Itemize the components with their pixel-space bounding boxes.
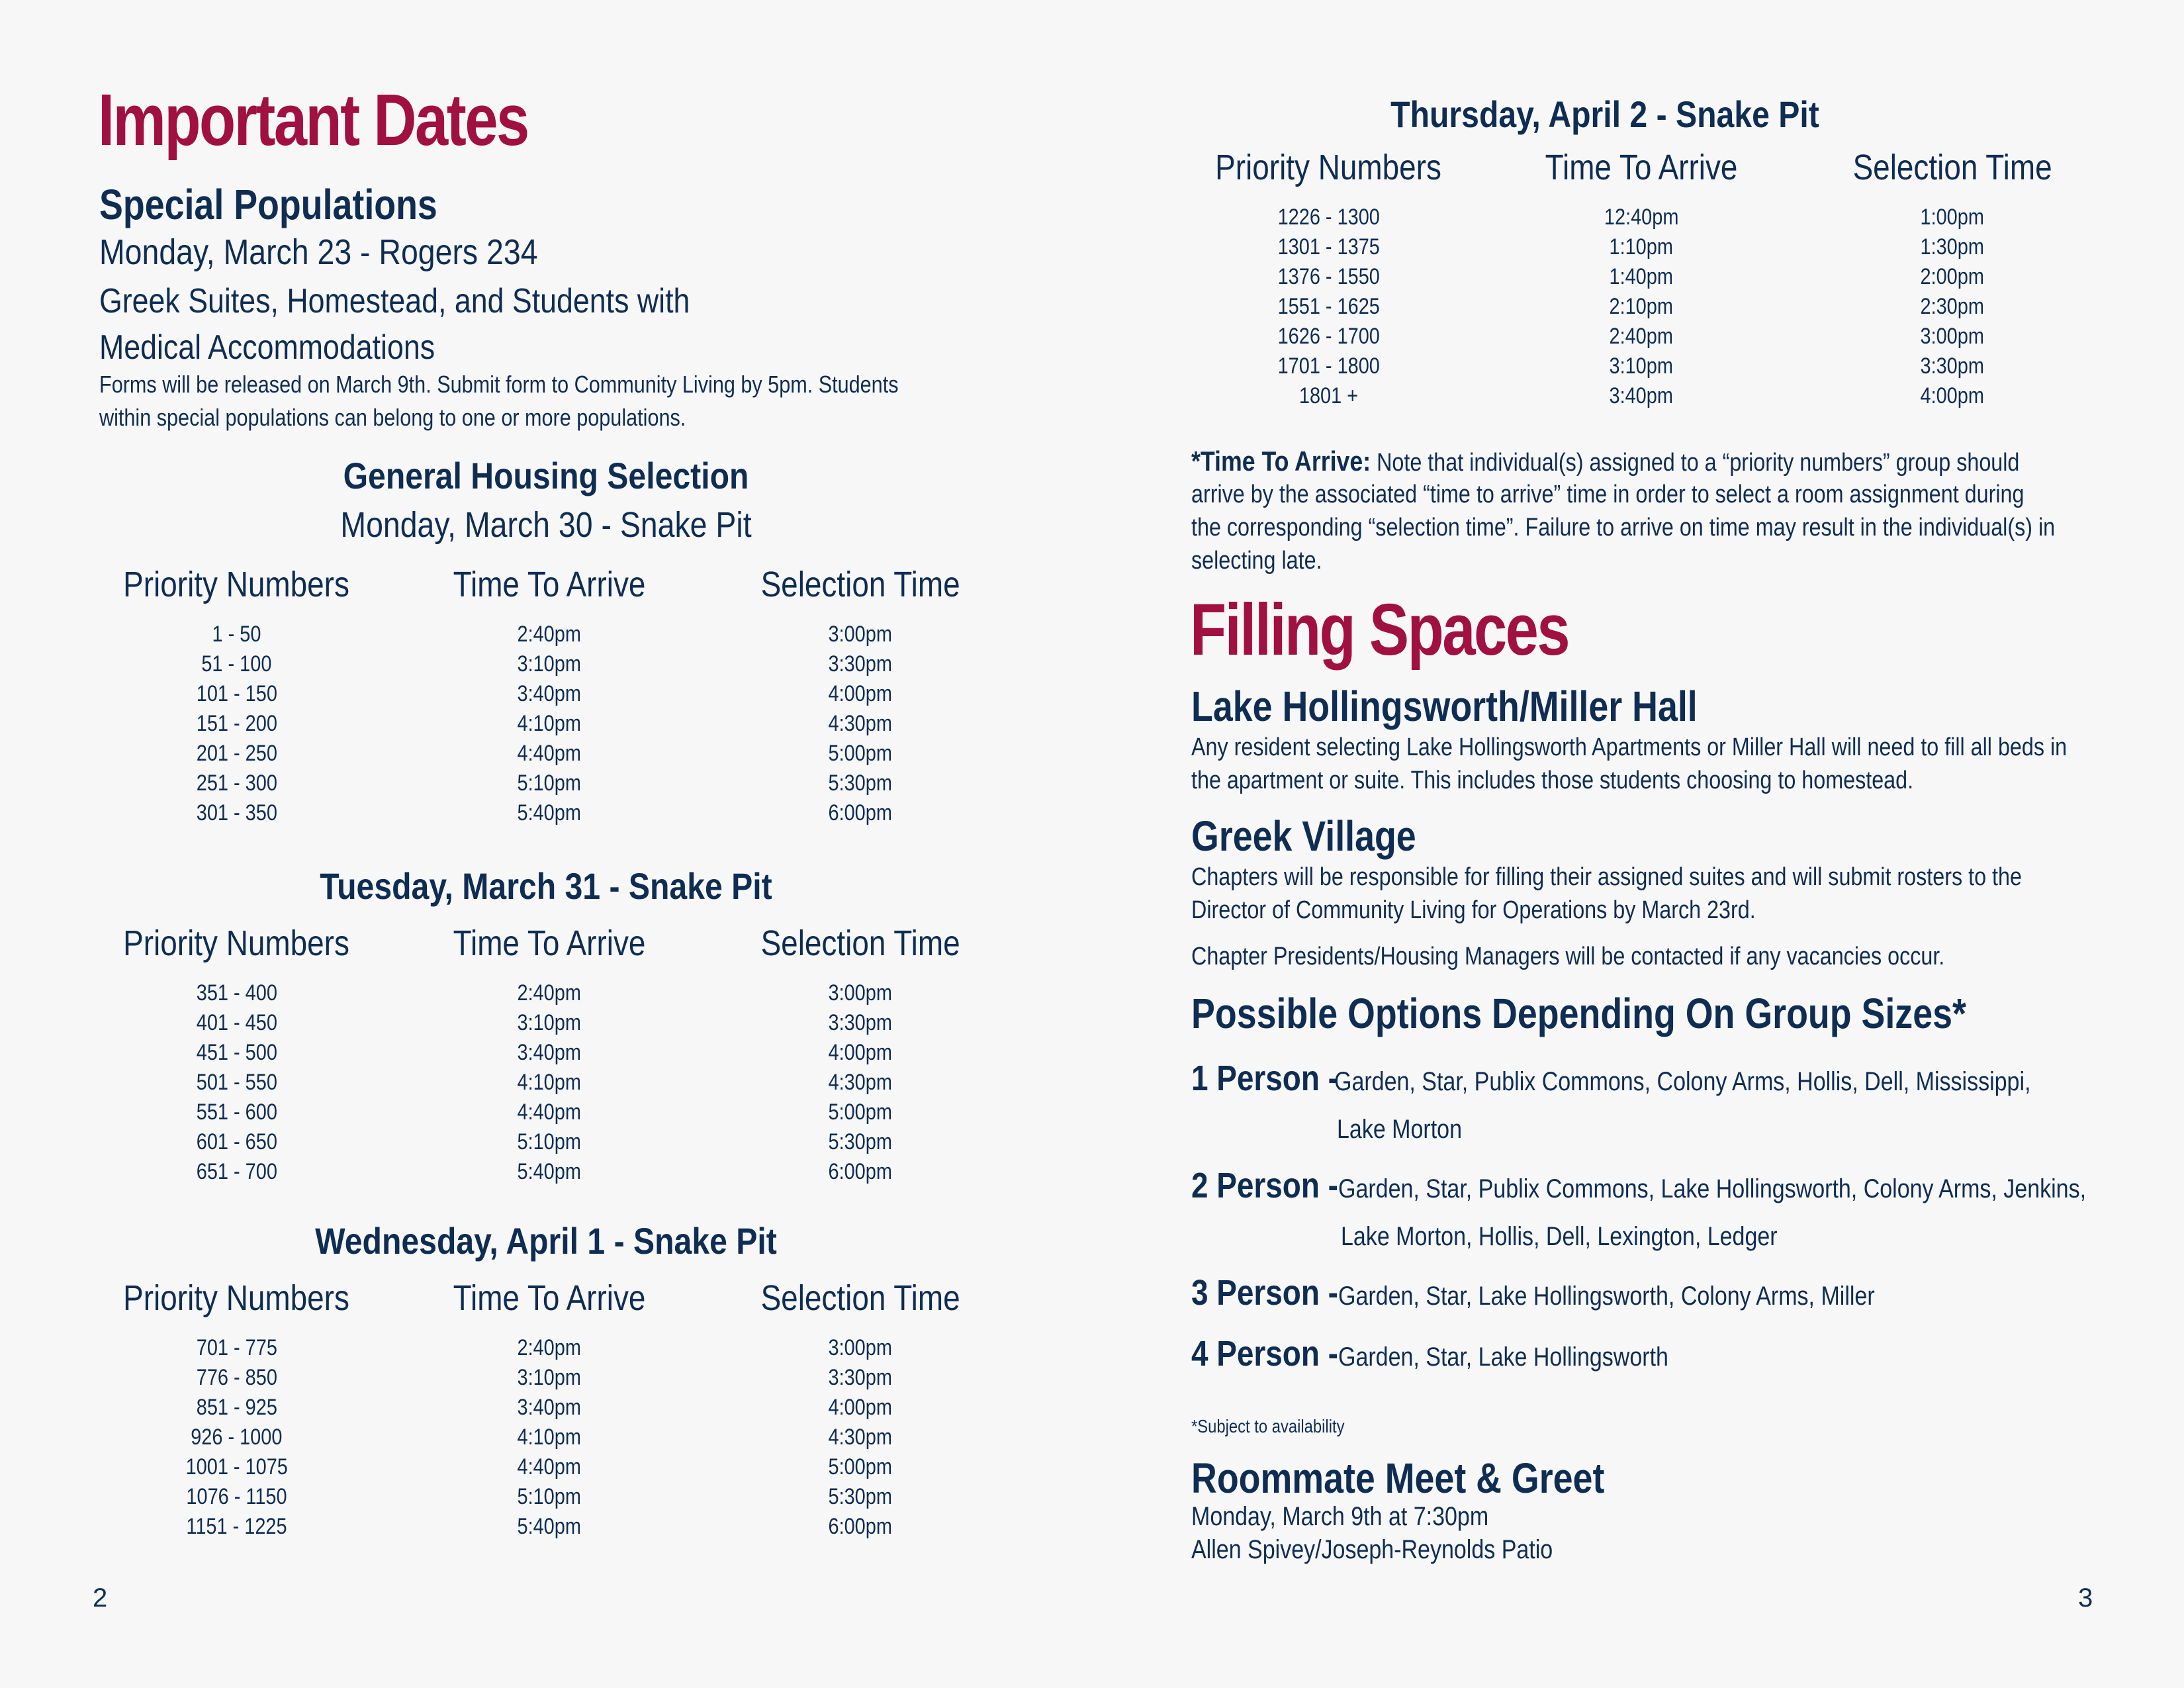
arrive-time-cell: [394, 769, 705, 798]
selection-time-cell-text: 3:30pm: [828, 651, 893, 677]
priority-range-cell-text: 701 - 775: [196, 1335, 277, 1360]
table-row: [79, 978, 1016, 1008]
time-to-arrive-note-line1: Note that individual(s) assigned to a “priority numbers” group should: [1371, 449, 2020, 477]
arrive-time-cell-text: 3:10pm: [517, 651, 582, 677]
arrive-time-cell: [1486, 232, 1797, 262]
priority-range-cell-text: 926 - 1000: [191, 1425, 283, 1450]
selection-time-cell: [705, 1127, 1016, 1157]
important-dates-title: Important Dates: [98, 79, 528, 161]
selection-time-cell-text: 2:00pm: [1920, 264, 1985, 289]
time-to-arrive-header: Time To Arrive: [1545, 148, 1738, 187]
priority-range-cell-text: 251 - 300: [196, 771, 277, 796]
arrive-time-cell-text: 4:40pm: [517, 1100, 582, 1125]
arrive-time-cell-text: 5:40pm: [517, 800, 582, 825]
table-row: [79, 1008, 1016, 1038]
selection-time-cell-text: 3:30pm: [1920, 353, 1985, 379]
table-row: [79, 769, 1016, 798]
special-populations-date: Monday, March 23 - Rogers 234: [99, 232, 538, 272]
three-person-text: Garden, Star, Lake Hollingsworth, Colony Arms, Miller: [1338, 1282, 1875, 1311]
selection-time-cell: [1797, 203, 2108, 232]
selection-time-cell: [1797, 381, 2108, 411]
priority-range-cell: [79, 620, 394, 649]
priority-numbers-header: Priority Numbers: [123, 565, 350, 604]
arrive-time-cell: [394, 978, 705, 1008]
two-person-text2-row: [1341, 1222, 1854, 1252]
table-rows: [79, 1333, 1016, 1542]
three-person-text-row: [1338, 1282, 1970, 1311]
selection-time-cell-text: 1:30pm: [1920, 234, 1985, 259]
availability-footnote: *Subject to availability: [1191, 1416, 1345, 1436]
lake-hollingsworth-title: Lake Hollingsworth/Miller Hall: [1191, 682, 1698, 730]
selection-time-cell: [1797, 352, 2108, 381]
selection-time-cell-text: 5:30pm: [828, 771, 893, 796]
arrive-time-cell-text: 5:40pm: [517, 1514, 582, 1539]
priority-range-cell: [79, 1038, 394, 1068]
arrive-time-cell-text: 2:10pm: [1609, 294, 1674, 319]
selection-time-cell: [705, 679, 1016, 709]
priority-range-cell-text: 51 - 100: [201, 651, 272, 677]
greek-line2: Director of Community Living for Operations by March 23rd.: [1191, 896, 1756, 924]
selection-time-cell: [705, 1363, 1016, 1393]
selection-time-cell: [705, 649, 1016, 679]
priority-range-cell-text: 1226 - 1300: [1277, 205, 1380, 230]
time-to-arrive-note-line4: selecting late.: [1191, 547, 1322, 575]
table-header: [79, 1278, 1016, 1324]
arrive-time-cell: [394, 679, 705, 709]
table-row: [79, 1157, 1016, 1187]
table-header: [79, 923, 1016, 969]
selection-time-cell: [705, 739, 1016, 769]
roommate-line1: Monday, March 9th at 7:30pm: [1191, 1502, 1489, 1531]
table-row: [79, 1038, 1016, 1068]
arrive-time-cell-text: 2:40pm: [1609, 324, 1674, 349]
arrive-time-cell: [394, 1098, 705, 1127]
selection-time-cell: [705, 1512, 1016, 1542]
table-row: [79, 1333, 1016, 1363]
arrive-time-cell: [394, 649, 705, 679]
priority-range-cell-text: 1701 - 1800: [1277, 353, 1380, 379]
lake-line2: the apartment or suite. This includes those students choosing to homestead.: [1191, 767, 1914, 794]
four-person-text: Garden, Star, Lake Hollingsworth: [1338, 1342, 1668, 1372]
priority-range-cell: [1171, 232, 1486, 262]
right-page: [1092, 0, 2184, 1688]
arrive-time-cell-text: 3:40pm: [517, 681, 582, 706]
selection-time-cell: [705, 1008, 1016, 1038]
selection-time-cell-text: 3:00pm: [828, 980, 893, 1006]
roommate-title: Roommate Meet & Greet: [1191, 1454, 1605, 1502]
arrive-time-cell-text: 2:40pm: [517, 1335, 582, 1360]
priority-range-cell: [1171, 322, 1486, 352]
table-row: [79, 679, 1016, 709]
arrive-time-cell: [1486, 322, 1797, 352]
arrive-time-cell-text: 5:40pm: [517, 1159, 582, 1184]
arrive-time-cell-text: 1:40pm: [1609, 264, 1674, 289]
priority-range-cell-text: 351 - 400: [196, 980, 277, 1006]
arrive-time-cell: [1486, 262, 1797, 292]
selection-time-cell-text: 4:00pm: [828, 1395, 893, 1420]
one-person-text2-row: [1337, 1115, 1484, 1145]
selection-time-cell: [705, 1157, 1016, 1187]
arrive-time-cell-text: 3:40pm: [517, 1395, 582, 1420]
general-housing-title: General Housing Selection: [343, 455, 749, 496]
arrive-time-cell: [394, 1127, 705, 1157]
priority-range-cell-text: 1551 - 1625: [1277, 294, 1380, 319]
arrive-time-cell-text: 2:40pm: [517, 622, 582, 647]
priority-range-cell: [1171, 262, 1486, 292]
time-to-arrive-header: Time To Arrive: [453, 565, 646, 604]
arrive-time-cell-text: 3:40pm: [517, 1040, 582, 1065]
priority-range-cell-text: 401 - 450: [196, 1010, 277, 1035]
selection-time-cell-text: 1:00pm: [1920, 205, 1985, 230]
priority-range-cell: [79, 649, 394, 679]
arrive-time-cell: [394, 1482, 705, 1512]
priority-range-cell: [79, 798, 394, 828]
priority-range-cell-text: 1376 - 1550: [1277, 264, 1380, 289]
priority-range-cell-text: 1076 - 1150: [186, 1484, 287, 1509]
arrive-time-cell: [1486, 352, 1797, 381]
selection-time-header: Selection Time: [760, 923, 960, 963]
selection-time-cell-text: 5:00pm: [828, 1454, 893, 1479]
two-person-text1-row: [1338, 1174, 2184, 1204]
priority-range-cell: [79, 679, 394, 709]
selection-time-cell: [705, 1038, 1016, 1068]
arrive-time-cell: [1486, 381, 1797, 411]
priority-range-cell: [79, 1452, 394, 1482]
priority-range-cell: [79, 1008, 394, 1038]
three-person-label: 3 Person -: [1191, 1273, 1338, 1313]
arrive-time-cell-text: 3:10pm: [517, 1010, 582, 1035]
priority-range-cell-text: 151 - 200: [196, 711, 277, 736]
selection-time-header: Selection Time: [760, 565, 960, 604]
selection-time-cell: [705, 1098, 1016, 1127]
selection-time-cell-text: 2:30pm: [1920, 294, 1985, 319]
arrive-time-cell: [1486, 203, 1797, 232]
selection-time-cell-text: 3:00pm: [828, 1335, 893, 1360]
priority-range-cell-text: 851 - 925: [196, 1395, 277, 1420]
priority-range-cell: [79, 1393, 394, 1423]
table-row: [1171, 322, 2108, 352]
table-header: [79, 564, 1016, 610]
priority-range-cell-text: 651 - 700: [196, 1159, 277, 1184]
selection-time-cell: [705, 1068, 1016, 1098]
table-row: [79, 1098, 1016, 1127]
arrive-time-cell-text: 1:10pm: [1609, 234, 1674, 259]
table-row: [79, 798, 1016, 828]
time-to-arrive-header: Time To Arrive: [453, 1278, 646, 1318]
two-person-label: 2 Person -: [1191, 1166, 1338, 1205]
arrive-time-cell-text: 4:40pm: [517, 741, 582, 766]
selection-time-cell-text: 4:30pm: [828, 1070, 893, 1095]
selection-time-cell: [1797, 262, 2108, 292]
priority-range-cell: [1171, 381, 1486, 411]
selection-time-cell: [705, 1452, 1016, 1482]
selection-time-cell-text: 5:30pm: [828, 1484, 893, 1509]
selection-time-cell: [705, 1423, 1016, 1452]
time-to-arrive-note-label: *Time To Arrive:: [1191, 445, 1371, 477]
page-number: 3: [2078, 1583, 2093, 1613]
special-populations-note2: within special populations can belong to one or more populations.: [99, 404, 686, 431]
table-row: [1171, 262, 2108, 292]
table-row: [1171, 203, 2108, 232]
priority-range-cell-text: 601 - 650: [196, 1129, 277, 1154]
arrive-time-cell-text: 4:10pm: [517, 1070, 582, 1095]
four-person-label: 4 Person -: [1191, 1334, 1338, 1374]
selection-time-cell-text: 4:00pm: [1920, 383, 1985, 408]
selection-time-cell-text: 6:00pm: [828, 1514, 893, 1539]
selection-time-cell: [705, 1482, 1016, 1512]
priority-range-cell-text: 101 - 150: [196, 681, 277, 706]
arrive-time-cell-text: 12:40pm: [1604, 205, 1679, 230]
greek-village-title: Greek Village: [1191, 812, 1416, 860]
selection-time-cell-text: 3:30pm: [828, 1010, 893, 1035]
selection-time-cell-text: 3:30pm: [828, 1365, 893, 1390]
table-row: [79, 1452, 1016, 1482]
priority-range-cell: [1171, 352, 1486, 381]
priority-range-cell-text: 1 - 50: [212, 622, 261, 647]
arrive-time-cell-text: 3:40pm: [1609, 383, 1674, 408]
arrive-time-cell: [394, 1393, 705, 1423]
arrive-time-cell-text: 3:10pm: [1609, 353, 1674, 379]
priority-range-cell: [79, 1333, 394, 1363]
table-row: [1171, 352, 2108, 381]
monday-schedule-table: [79, 564, 1016, 828]
priority-range-cell: [79, 1482, 394, 1512]
selection-time-cell-text: 4:30pm: [828, 1425, 893, 1450]
table-row: [79, 1393, 1016, 1423]
arrive-time-cell-text: 2:40pm: [517, 980, 582, 1006]
time-to-arrive-note-line2: arrive by the associated “time to arrive” time in order to select a room assignment during: [1191, 481, 2025, 508]
table-header: [1171, 147, 2108, 193]
table-row: [79, 709, 1016, 739]
arrive-time-cell-text: 4:10pm: [517, 711, 582, 736]
priority-range-cell: [79, 1127, 394, 1157]
priority-range-cell: [79, 739, 394, 769]
priority-range-cell: [79, 1157, 394, 1187]
table-rows: [79, 620, 1016, 828]
table-row: [1171, 232, 2108, 262]
arrive-time-cell: [394, 739, 705, 769]
selection-time-cell: [705, 1333, 1016, 1363]
arrive-time-cell: [394, 620, 705, 649]
table-row: [79, 1482, 1016, 1512]
selection-time-cell-text: 4:00pm: [828, 1040, 893, 1065]
table-rows: [1171, 203, 2108, 411]
selection-time-cell-text: 4:00pm: [828, 681, 893, 706]
table-row: [79, 1068, 1016, 1098]
selection-time-cell: [705, 769, 1016, 798]
priority-range-cell-text: 776 - 850: [196, 1365, 277, 1390]
priority-range-cell-text: 301 - 350: [196, 800, 277, 825]
greek-line3: Chapter Presidents/Housing Managers will be contacted if any vacancies occur.: [1191, 943, 1945, 970]
selection-time-cell: [705, 1393, 1016, 1423]
selection-time-cell-text: 5:30pm: [828, 1129, 893, 1154]
arrive-time-cell-text: 5:10pm: [517, 1484, 582, 1509]
priority-numbers-header: Priority Numbers: [1215, 148, 1442, 187]
time-to-arrive-note: [1191, 445, 2019, 479]
selection-time-cell: [705, 978, 1016, 1008]
arrive-time-cell: [394, 1333, 705, 1363]
two-person-text1: Garden, Star, Publix Commons, Lake Hollingsworth, Colony Arms, Jenkins,: [1338, 1174, 2087, 1203]
arrive-time-cell-text: 3:10pm: [517, 1365, 582, 1390]
arrive-time-cell-text: 5:10pm: [517, 771, 582, 796]
priority-range-cell: [1171, 292, 1486, 322]
arrive-time-cell: [394, 1512, 705, 1542]
arrive-time-cell-text: 5:10pm: [517, 1129, 582, 1154]
special-populations-note1: Forms will be released on March 9th. Submit form to Community Living by 5pm. Students: [99, 371, 899, 398]
table-row: [79, 1363, 1016, 1393]
arrive-time-cell-text: 4:10pm: [517, 1425, 582, 1450]
roommate-line2: Allen Spivey/Joseph-Reynolds Patio: [1191, 1535, 1553, 1564]
selection-time-cell: [1797, 322, 2108, 352]
one-person-text1: Garden, Star, Publix Commons, Colony Arms, Hollis, Dell, Mississippi,: [1334, 1067, 2031, 1096]
table-row: [79, 1423, 1016, 1452]
table-row: [1171, 381, 2108, 411]
thursday-schedule-table: [1171, 147, 2108, 411]
selection-time-cell: [1797, 232, 2108, 262]
arrive-time-cell: [394, 1363, 705, 1393]
time-to-arrive-header: Time To Arrive: [453, 923, 646, 963]
priority-range-cell: [1171, 203, 1486, 232]
selection-time-cell-text: 4:30pm: [828, 711, 893, 736]
selection-time-cell-text: 5:00pm: [828, 1100, 893, 1125]
priority-range-cell: [79, 1363, 394, 1393]
selection-time-cell-text: 3:00pm: [1920, 324, 1985, 349]
table-row: [79, 649, 1016, 679]
greek-line1: Chapters will be responsible for filling their assigned suites and will submit rosters to the: [1191, 863, 2022, 891]
priority-range-cell-text: 1001 - 1075: [185, 1454, 288, 1479]
selection-time-cell-text: 5:00pm: [828, 741, 893, 766]
priority-range-cell: [79, 978, 394, 1008]
one-person-label: 1 Person -: [1191, 1058, 1338, 1098]
arrive-time-cell: [1486, 292, 1797, 322]
priority-range-cell: [79, 1098, 394, 1127]
table-row: [79, 1127, 1016, 1157]
priority-range-cell-text: 1626 - 1700: [1277, 324, 1380, 349]
selection-time-cell: [705, 620, 1016, 649]
selection-time-cell-text: 6:00pm: [828, 800, 893, 825]
one-person-text2: Lake Morton: [1337, 1115, 1462, 1144]
options-title: Possible Options Depending On Group Sizes*: [1191, 990, 1966, 1037]
priority-range-cell-text: 551 - 600: [196, 1100, 277, 1125]
monday-date: Monday, March 30 - Snake Pit: [340, 505, 752, 545]
special-populations-title: Special Populations: [99, 181, 437, 228]
special-populations-line1: Greek Suites, Homestead, and Students with: [99, 282, 690, 320]
selection-time-cell-text: 6:00pm: [828, 1159, 893, 1184]
page-number: 2: [93, 1583, 108, 1613]
selection-time-cell: [705, 709, 1016, 739]
table-row: [79, 739, 1016, 769]
selection-time-header: Selection Time: [760, 1278, 960, 1318]
priority-range-cell: [79, 1068, 394, 1098]
time-to-arrive-note-line3: the corresponding “selection time”. Failure to arrive on time may result in the individual(s) in: [1191, 514, 2056, 541]
special-populations-line2: Medical Accommodations: [99, 328, 435, 367]
filling-spaces-title: Filling Spaces: [1190, 589, 1569, 671]
selection-time-cell: [705, 798, 1016, 828]
arrive-time-cell: [394, 1068, 705, 1098]
priority-range-cell-text: 1301 - 1375: [1277, 234, 1380, 259]
table-row: [79, 1512, 1016, 1542]
priority-numbers-header: Priority Numbers: [123, 1278, 350, 1318]
priority-range-cell-text: 201 - 250: [196, 741, 277, 766]
priority-range-cell: [79, 1512, 394, 1542]
tuesday-schedule-table: [79, 923, 1016, 1187]
table-row: [1171, 292, 2108, 322]
two-person-text2: Lake Morton, Hollis, Dell, Lexington, Ledger: [1341, 1222, 1778, 1251]
priority-range-cell: [79, 709, 394, 739]
one-person-text1-row: [1334, 1067, 2154, 1097]
arrive-time-cell: [394, 1452, 705, 1482]
selection-time-cell-text: 3:00pm: [828, 622, 893, 647]
arrive-time-cell: [394, 1038, 705, 1068]
arrive-time-cell: [394, 1423, 705, 1452]
arrive-time-cell: [394, 709, 705, 739]
arrive-time-cell: [394, 798, 705, 828]
arrive-time-cell: [394, 1157, 705, 1187]
priority-numbers-header: Priority Numbers: [123, 923, 350, 963]
thursday-title: Thursday, April 2 - Snake Pit: [1390, 93, 1819, 135]
four-person-text-row: [1338, 1342, 1727, 1372]
selection-time-cell: [1797, 292, 2108, 322]
lake-line1: Any resident selecting Lake Hollingsworth Apartments or Miller Hall will need to fill all beds in: [1191, 733, 2068, 761]
priority-range-cell: [79, 769, 394, 798]
priority-range-cell-text: 501 - 550: [196, 1070, 277, 1095]
selection-time-header: Selection Time: [1852, 148, 2052, 187]
table-row: [79, 620, 1016, 649]
priority-range-cell-text: 1801 +: [1298, 383, 1359, 408]
wednesday-title: Wednesday, April 1 - Snake Pit: [315, 1220, 777, 1262]
arrive-time-cell: [394, 1008, 705, 1038]
priority-range-cell-text: 1151 - 1225: [186, 1514, 287, 1539]
table-rows: [79, 978, 1016, 1187]
priority-range-cell-text: 451 - 500: [196, 1040, 277, 1065]
wednesday-schedule-table: [79, 1278, 1016, 1542]
tuesday-title: Tuesday, March 31 - Snake Pit: [320, 865, 772, 907]
arrive-time-cell-text: 4:40pm: [517, 1454, 582, 1479]
priority-range-cell: [79, 1423, 394, 1452]
